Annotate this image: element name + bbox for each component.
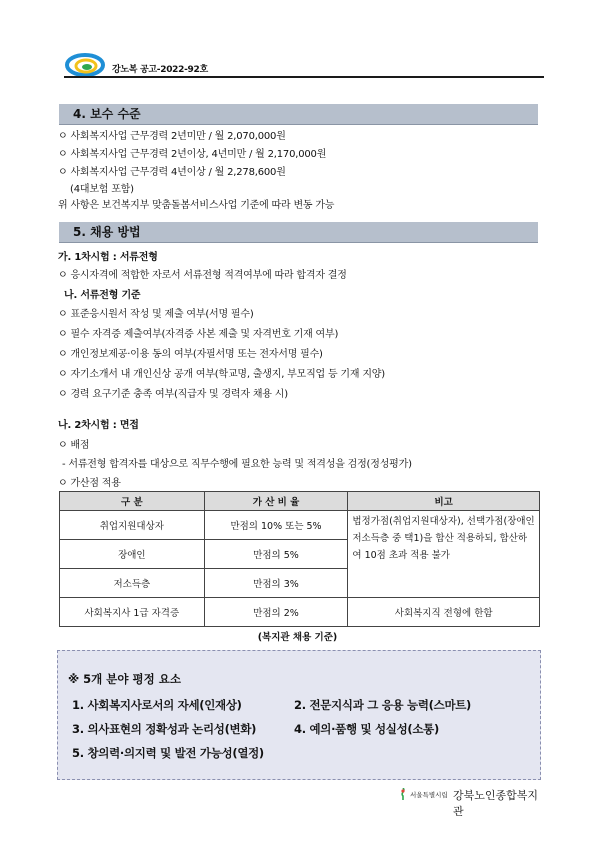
evaluation-item: 3. 의사표현의 정확성과 논리성(변화): [72, 722, 257, 736]
column-header: 비고: [348, 492, 540, 511]
salary-line: ㅇ 사회복지사업 근무경력 2년이상, 4년미만 / 월 2,170,000원: [58, 149, 327, 160]
stage2-line: - 서류전형 합격자를 대상으로 직무수행에 필요한 능력 및 적격성을 검정(정성평가): [62, 459, 412, 470]
category-cell: 저소득층: [60, 569, 205, 598]
section-5-header: [59, 222, 538, 243]
footer-brand: [398, 786, 548, 818]
merged-note-cell: 법정가점(취업지원대상자), 선택가점(장애인 저소득층 중 택1)을 합산 적용하되, 합산하여 10점 초과 적용 불가: [348, 511, 540, 598]
section-5-title: 5. 채용 방법: [73, 225, 141, 239]
table-caption: (복지관 채용 기준): [257, 632, 338, 643]
table-row: [60, 511, 540, 540]
organization-logo: [64, 52, 106, 78]
section-4-title: 4. 보수 수준: [73, 107, 141, 121]
category-cell: 취업지원대상자: [60, 511, 205, 540]
bonus-points-table: [59, 491, 540, 627]
evaluation-box: [57, 650, 541, 780]
salary-footnote: 위 사항은 보건복지부 맞춤돌봄서비스사업 기준에 따라 변동 가능: [58, 200, 335, 211]
criteria-item: ㅇ 자기소개서 내 개인신상 공개 여부(학교명, 출생지, 부모직업 등 기재 지양): [58, 369, 385, 380]
table-header-row: [60, 492, 540, 511]
footer-org-name: 강북노인종합복지관: [453, 789, 539, 818]
criteria-heading: 나. 서류전형 기준: [64, 290, 141, 301]
insurance-note: (4대보험 포함): [70, 184, 134, 195]
column-header: 구 분: [60, 492, 205, 511]
salary-line: ㅇ 사회복지사업 근무경력 2년미만 / 월 2,070,000원: [58, 131, 286, 142]
notice-number: 강노복 공고-2022-92호: [112, 65, 208, 75]
criteria-item: ㅇ 표준응시원서 작성 및 제출 여부(서명 필수): [58, 309, 254, 320]
note-cell: 사회복지직 전형에 한함: [348, 598, 540, 627]
stage2-line: ㅇ 가산점 적용: [58, 478, 121, 489]
city-emblem-icon: [398, 788, 408, 800]
section-4-header: [59, 104, 538, 125]
evaluation-item: 5. 창의력·의지력 및 발전 가능성(열정): [72, 746, 264, 760]
rate-cell: 만점의 3%: [204, 569, 348, 598]
evaluation-item: 4. 예의·품행 및 성실성(소통): [294, 722, 439, 736]
rate-cell: 만점의 5%: [204, 540, 348, 569]
stage1-heading: 가. 1차시험 : 서류전형: [58, 252, 158, 263]
stage2-heading: 나. 2차시험 : 면접: [58, 420, 139, 431]
footer-city-label: 서울특별시립: [410, 791, 448, 799]
stage1-line: ㅇ 응시자격에 적합한 자로서 서류전형 적격여부에 따라 합격자 결정: [58, 270, 347, 281]
rate-cell: 만점의 2%: [204, 598, 348, 627]
criteria-item: ㅇ 필수 자격증 제출여부(자격증 사본 제출 및 자격번호 기재 여부): [58, 329, 339, 340]
header-rule: [64, 76, 544, 78]
salary-line: ㅇ 사회복지사업 근무경력 4년이상 / 월 2,278,600원: [58, 167, 286, 178]
table-row: [60, 598, 540, 627]
evaluation-item: 1. 사회복지사로서의 자세(인재상): [72, 698, 242, 712]
column-header: 가 산 비 율: [204, 492, 348, 511]
category-cell: 사회복지사 1급 자격증: [60, 598, 205, 627]
evaluation-item: 2. 전문지식과 그 응용 능력(스마트): [294, 698, 472, 712]
rate-cell: 만점의 10% 또는 5%: [204, 511, 348, 540]
criteria-item: ㅇ 경력 요구기준 충족 여부(직급자 및 경력자 채용 시): [58, 389, 288, 400]
criteria-item: ㅇ 개인정보제공·이용 동의 여부(자필서명 또는 전자서명 필수): [58, 349, 323, 360]
stage2-line: ㅇ 배점: [58, 440, 90, 451]
evaluation-title: ※ 5개 분야 평정 요소: [68, 672, 181, 686]
category-cell: 장애인: [60, 540, 205, 569]
